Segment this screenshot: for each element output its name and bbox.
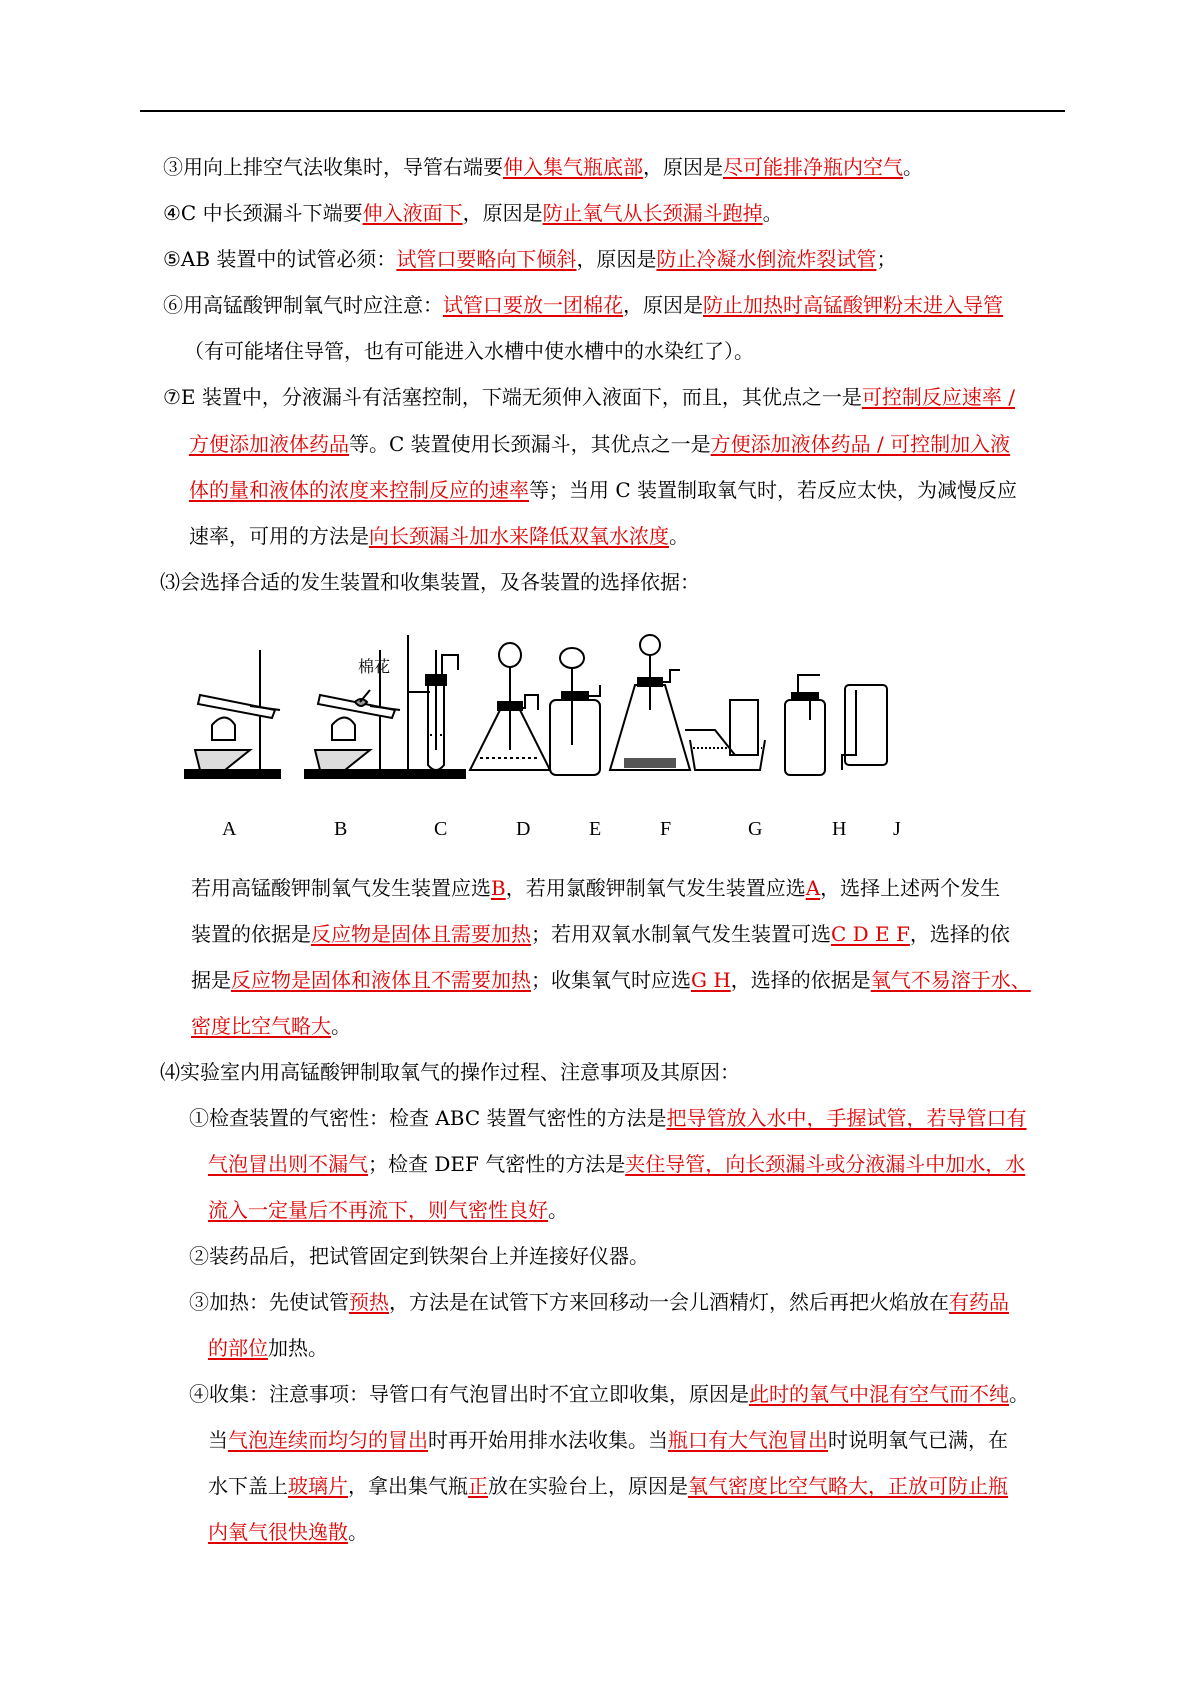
- body-text: 速率，可用的方法是: [189, 524, 369, 548]
- answer-text: 流入一定量后不再流下，则气密性良好: [208, 1198, 548, 1222]
- text-line: [208, 1426, 1008, 1454]
- body-text: 。: [669, 524, 689, 548]
- cotton-label: 棉花: [358, 657, 391, 676]
- body-text: ③用向上排空气法收集时，导管右端要: [163, 155, 503, 179]
- answer-text: 试管口要略向下倾斜: [396, 247, 577, 271]
- text-line: [191, 1012, 351, 1040]
- body-text: 。: [548, 1198, 568, 1222]
- text-line: [189, 430, 1010, 458]
- apparatus-h: [785, 675, 825, 775]
- answer-text: 有药品: [949, 1290, 1009, 1314]
- text-line: [208, 1472, 1008, 1500]
- apparatus-label: F: [660, 818, 672, 840]
- body-text: ，方法是在试管下方来回移动一会儿酒精灯，然后再把火焰放在: [389, 1290, 949, 1314]
- body-text: ，选择的依: [909, 922, 1010, 946]
- body-text: ，若用氯酸钾制氧气发生装置应选: [505, 876, 806, 900]
- answer-text: 反应物是固体和液体且不需要加热: [231, 968, 531, 992]
- body-text: 。: [348, 1520, 368, 1544]
- apparatus-label: C: [434, 818, 448, 840]
- text-line: [208, 1196, 568, 1224]
- body-text: 水下盖上: [208, 1474, 288, 1498]
- body-text: ⑤AB 装置中的试管必须：: [163, 247, 397, 271]
- text-line: [208, 1334, 328, 1362]
- body-text: 装置的依据是: [191, 922, 311, 946]
- answer-text: 防止冷凝水倒流炸裂试管: [656, 247, 877, 271]
- text-line: [191, 874, 1000, 902]
- answer-text: 尽可能排净瓶内空气: [723, 155, 903, 179]
- answer-text: 氧气不易溶于水、: [870, 968, 1031, 992]
- answer-text: A: [805, 876, 821, 900]
- answer-text: 反应物是固体且需要加热: [311, 922, 531, 946]
- body-text: 加热。: [268, 1336, 328, 1360]
- answer-text: 向长颈漏斗加水来降低双氧水浓度: [369, 524, 669, 548]
- answer-text: 气泡冒出则不漏气: [208, 1152, 368, 1176]
- answer-text: 防止加热时高锰酸钾粉末进入导管: [703, 293, 1003, 317]
- answer-text: 内氧气很快逸散: [208, 1520, 348, 1544]
- body-text: ；: [876, 247, 897, 271]
- answer-text: 可控制反应速率 /: [861, 385, 1015, 409]
- answer-text: 瓶口有大气泡冒出: [668, 1428, 828, 1452]
- apparatus-a: [185, 650, 280, 778]
- answer-text: 试管口要放一团棉花: [443, 293, 623, 317]
- text-line: [160, 568, 700, 596]
- body-text: 时再开始用排水法收集。当: [428, 1428, 668, 1452]
- answer-text: 伸入集气瓶底部: [503, 155, 643, 179]
- text-line: [208, 1518, 368, 1546]
- answer-text: 伸入液面下: [362, 201, 463, 225]
- text-line: [208, 1150, 1025, 1178]
- answer-text: 预热: [349, 1290, 389, 1314]
- body-text: ；若用双氧水制氧气发生装置可选: [531, 922, 831, 946]
- text-line: [163, 383, 1015, 411]
- body-text: ①检查装置的气密性：检查 ABC 装置气密性的方法是: [189, 1106, 667, 1130]
- body-text: 。: [903, 155, 923, 179]
- answer-text: 密度比空气略大: [191, 1014, 331, 1038]
- body-text: ，原因是: [462, 201, 543, 225]
- body-text: ⑶会选择合适的发生装置和收集装置，及各装置的选择依据：: [160, 570, 700, 594]
- body-text: 等。C 装置使用长颈漏斗，其优点之一是: [349, 432, 711, 456]
- body-text: ⑦E 装置中，分液漏斗有活塞控制，下端无须伸入液面下，而且，其优点之一是: [163, 385, 862, 409]
- answer-text: 方便添加液体药品 / 可控制加入液: [710, 432, 1011, 456]
- text-line: [163, 291, 1003, 319]
- body-text: 。: [1009, 1382, 1029, 1406]
- text-line: [191, 966, 1031, 994]
- text-line: [189, 1242, 649, 1270]
- apparatus-label: B: [334, 818, 348, 840]
- header-rule: [140, 110, 1065, 112]
- answer-text: 体的量和液体的浓度来控制反应的速率: [189, 478, 529, 502]
- text-line: [184, 337, 754, 365]
- apparatus-d: [470, 643, 550, 770]
- answer-text: B: [491, 876, 506, 900]
- answer-text: 的部位: [208, 1336, 268, 1360]
- body-text: ；收集氧气时应选: [531, 968, 691, 992]
- answer-text: 把导管放入水中，手握试管，若导管口有: [666, 1106, 1027, 1130]
- text-line: [163, 245, 896, 273]
- apparatus-e: [550, 648, 600, 775]
- body-text: 据是: [191, 968, 231, 992]
- apparatus-c: [395, 635, 465, 778]
- apparatus-label: G: [748, 818, 763, 840]
- text-line: [163, 199, 783, 227]
- answer-text: 防止氧气从长颈漏斗跑掉: [542, 201, 763, 225]
- answer-text: C D E F: [831, 922, 910, 946]
- text-line: [160, 1058, 740, 1086]
- body-text: ③加热：先使试管: [189, 1290, 349, 1314]
- body-text: ，拿出集气瓶: [348, 1474, 468, 1498]
- text-line: [189, 476, 1017, 504]
- body-text: 。: [762, 201, 783, 225]
- body-text: 若用高锰酸钾制氧气发生装置应选: [191, 876, 491, 900]
- body-text: ④C 中长颈漏斗下端要: [163, 201, 363, 225]
- answer-text: 夹住导管，向长颈漏斗或分液漏斗中加水，水: [625, 1152, 1026, 1176]
- apparatus-j: [842, 685, 887, 770]
- apparatus-label: D: [516, 818, 531, 840]
- body-text: 等；当用 C 装置制取氧气时，若反应太快，为减慢反应: [529, 478, 1018, 502]
- answer-text: 方便添加液体药品: [189, 432, 349, 456]
- apparatus-b: [305, 650, 400, 778]
- text-line: [189, 1380, 1029, 1408]
- text-line: [189, 1288, 1009, 1316]
- apparatus-label: H: [832, 818, 847, 840]
- apparatus-figure: [180, 630, 980, 800]
- body-text: ，原因是: [576, 247, 657, 271]
- body-text: ⑥用高锰酸钾制氧气时应注意：: [163, 293, 443, 317]
- answer-text: 正: [468, 1474, 488, 1498]
- apparatus-labels: [0, 818, 1200, 848]
- apparatus-label: E: [589, 818, 602, 840]
- apparatus-label: A: [222, 818, 237, 840]
- body-text: ，原因是: [643, 155, 723, 179]
- answer-text: 氧气密度比空气略大，正放可防止瓶: [688, 1474, 1008, 1498]
- body-text: ②装药品后，把试管固定到铁架台上并连接好仪器。: [189, 1244, 649, 1268]
- apparatus-f: [610, 635, 690, 770]
- body-text: ，选择上述两个发生: [820, 876, 1001, 900]
- text-line: [191, 920, 1010, 948]
- body-text: ⑷实验室内用高锰酸钾制取氧气的操作过程、注意事项及其原因：: [160, 1060, 740, 1084]
- answer-text: 此时的氧气中混有空气而不纯: [749, 1382, 1009, 1406]
- body-text: （有可能堵住导管，也有可能进入水槽中使水槽中的水染红了）。: [184, 339, 754, 363]
- body-text: 放在实验台上，原因是: [488, 1474, 688, 1498]
- body-text: ，选择的依据是: [730, 968, 871, 992]
- body-text: ，原因是: [623, 293, 703, 317]
- body-text: 时说明氧气已满，在: [828, 1428, 1008, 1452]
- answer-text: G H: [691, 968, 731, 992]
- text-line: [189, 1104, 1027, 1132]
- apparatus-g: [685, 700, 765, 770]
- apparatus-label: J: [893, 818, 901, 840]
- answer-text: 气泡连续而均匀的冒出: [228, 1428, 428, 1452]
- body-text: 。: [331, 1014, 351, 1038]
- answer-text: 玻璃片: [288, 1474, 348, 1498]
- body-text: ；检查 DEF 气密性的方法是: [368, 1152, 626, 1176]
- body-text: ④收集：注意事项：导管口有气泡冒出时不宜立即收集，原因是: [189, 1382, 749, 1406]
- body-text: 当: [208, 1428, 228, 1452]
- text-line: [189, 522, 689, 550]
- text-line: [163, 153, 923, 181]
